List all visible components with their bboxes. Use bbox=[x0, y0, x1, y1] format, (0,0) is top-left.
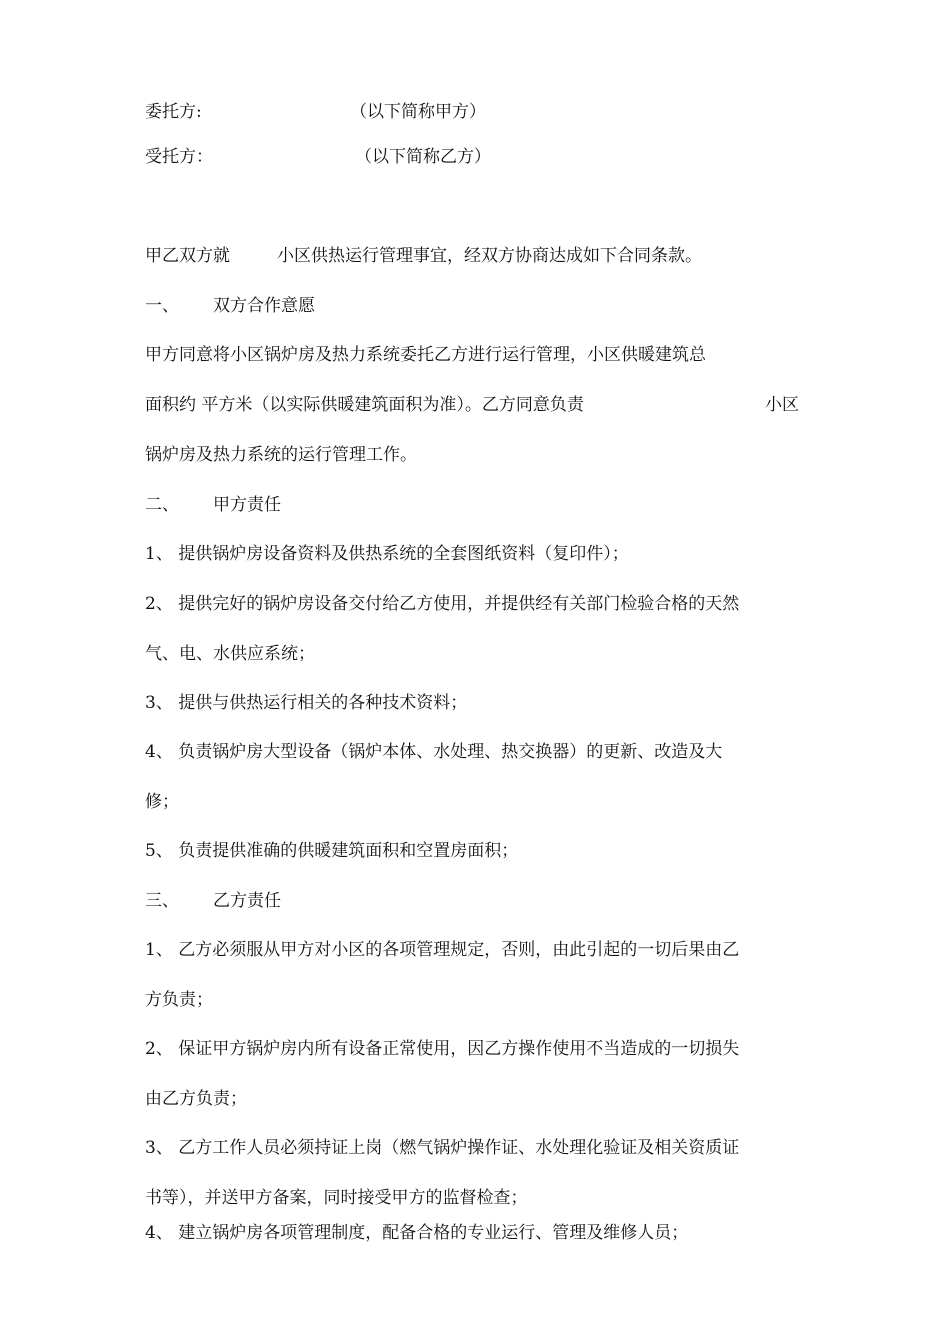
intro-part2: 小区供热运行管理事宜，经双方协商达成如下合同条款。 bbox=[277, 246, 702, 266]
section-1-line: 锅炉房及热力系统的运行管理工作。 bbox=[145, 445, 417, 465]
section-3-item: 3、 乙方工作人员必须持证上岗（燃气锅炉操作证、水处理化验证及相关资质证 bbox=[145, 1138, 740, 1158]
section-2-item: 1、 提供锅炉房设备资料及供热系统的全套图纸资料（复印件）； bbox=[145, 544, 629, 564]
client-note: （以下简称甲方） bbox=[350, 102, 486, 122]
section-2-item: 4、 负责锅炉房大型设备（锅炉本体、水处理、热交换器）的更新、改造及大 bbox=[145, 742, 723, 762]
section-1-line: 面积约 平方米（以实际供暖建筑面积为准）。乙方同意负责 bbox=[145, 395, 584, 415]
section-3-item: 由乙方负责； bbox=[145, 1089, 247, 1109]
section-3-number: 三、 bbox=[145, 891, 179, 911]
section-2-number: 二、 bbox=[145, 495, 179, 515]
section-2-item: 2、 提供完好的锅炉房设备交付给乙方使用，并提供经有关部门检验合格的天然 bbox=[145, 594, 740, 614]
section-3-item: 书等），并送甲方备案，同时接受甲方的监督检查； bbox=[145, 1188, 528, 1208]
section-2-item: 3、 提供与供热运行相关的各种技术资料； bbox=[145, 693, 468, 713]
section-1-line-tail: 小区 bbox=[765, 395, 799, 415]
section-3-item: 方负责； bbox=[145, 990, 213, 1010]
intro-part1: 甲乙双方就 bbox=[145, 246, 230, 266]
section-3-item: 4、 建立锅炉房各项管理制度，配备合格的专业运行、管理及维修人员； bbox=[145, 1223, 689, 1243]
section-2-title: 甲方责任 bbox=[213, 495, 281, 515]
section-2-item: 修； bbox=[145, 792, 179, 812]
section-1-line: 甲方同意将小区锅炉房及热力系统委托乙方进行运行管理，小区供暖建筑总 bbox=[145, 345, 706, 365]
section-2-item: 气、电、水供应系统； bbox=[145, 644, 315, 664]
section-2-item: 5、 负责提供准确的供暖建筑面积和空置房面积； bbox=[145, 841, 519, 861]
contractor-label: 受托方： bbox=[145, 147, 213, 167]
section-1-number: 一、 bbox=[145, 296, 179, 316]
contractor-note: （以下简称乙方） bbox=[355, 147, 491, 167]
section-3-item: 2、 保证甲方锅炉房内所有设备正常使用，因乙方操作使用不当造成的一切损失 bbox=[145, 1039, 740, 1059]
section-3-item: 1、 乙方必须服从甲方对小区的各项管理规定，否则，由此引起的一切后果由乙 bbox=[145, 940, 740, 960]
client-label: 委托方: bbox=[145, 102, 202, 122]
section-3-title: 乙方责任 bbox=[213, 891, 281, 911]
section-1-title: 双方合作意愿 bbox=[213, 296, 315, 316]
